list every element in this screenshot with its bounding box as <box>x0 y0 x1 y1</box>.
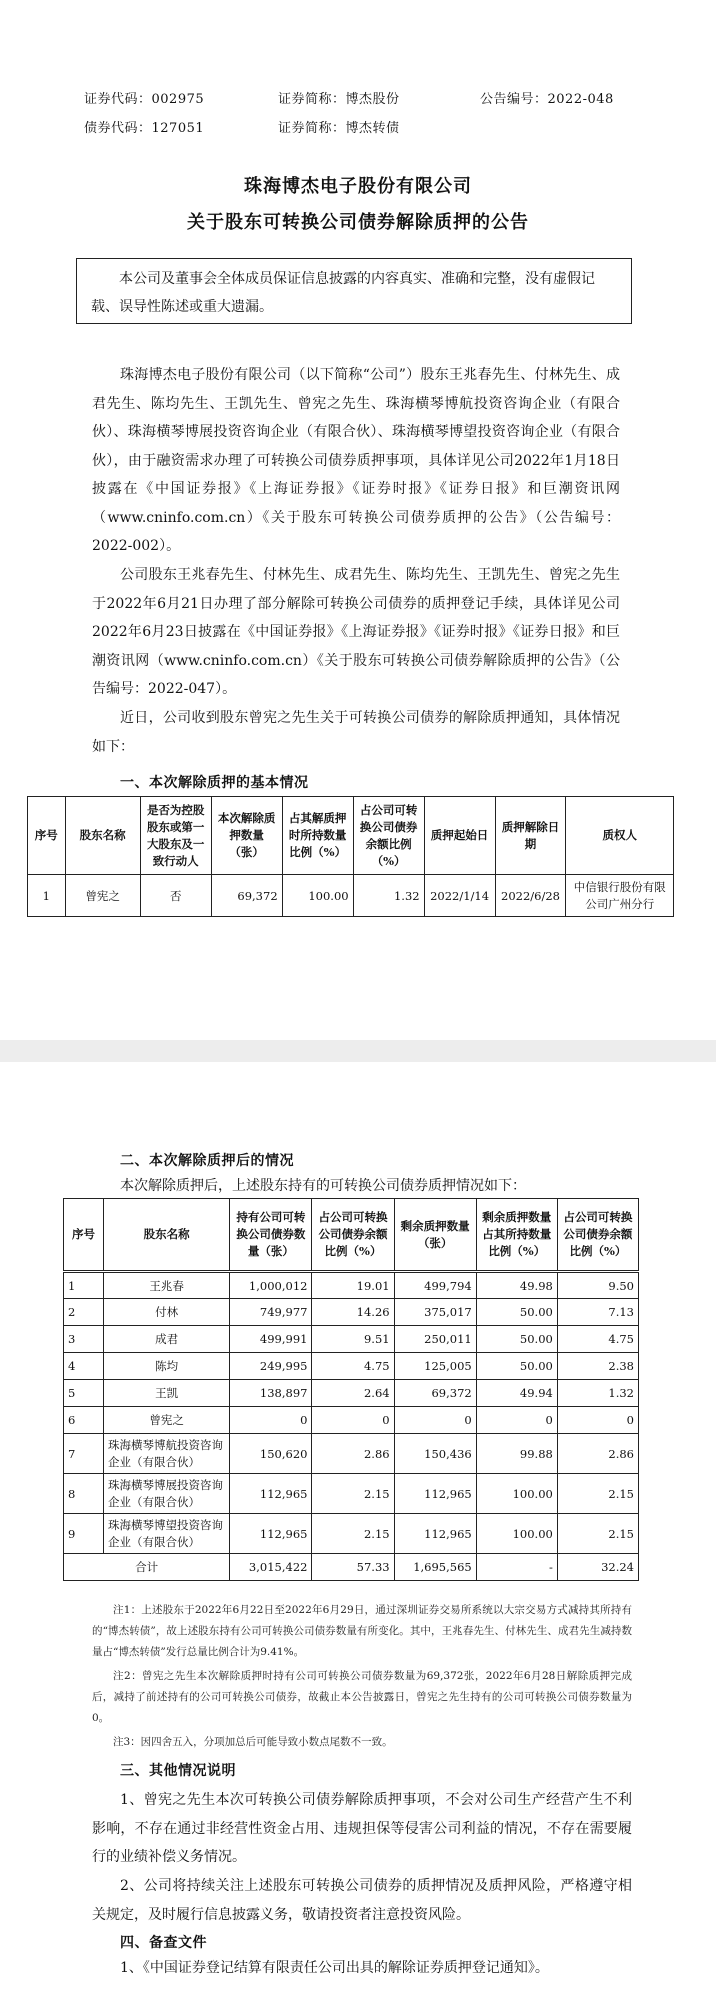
col-header-holding-ratio: 占其解质押时所持数量比例（%） <box>282 797 353 875</box>
table-row: 2 付林 749,977 14.26 375,017 50.00 7.13 <box>64 1299 639 1326</box>
intro-paragraph-3: 近日，公司收到股东曾宪之先生关于可转换公司债券的解除质押通知，具体情况如下： <box>92 710 620 755</box>
bond-abbreviation: 证券简称：博杰转债 <box>278 121 400 136</box>
company-title: 珠海博杰电子股份有限公司 <box>244 176 472 197</box>
table-header-row <box>28 797 674 875</box>
pledgee-cell: 中信银行股份有限公司广州分行 <box>566 875 674 917</box>
footnote-2: 注2：曾宪之先生本次解除质押时持有公司可转换公司债券数量为69,372张，2022年6月28日解除质押完成后，减持了前述持有的公司可转换公司债券，故截止本公告披露日，曾宪之先生持有的公司可转换公司债券数量为0。 <box>92 1670 632 1724</box>
table-total-row: 合计 3,015,422 57.33 1,695,565 - 32.24 <box>64 1554 639 1581</box>
footnote-3: 注3：因四舍五入，分项加总后可能导致小数点尾数不一致。 <box>113 1736 393 1748</box>
section-4-title: 四、备查文件 <box>120 1935 207 1951</box>
bond-code: 债券代码：127051 <box>84 121 205 136</box>
footnote-1: 注1：上述股东于2022年6月22日至2022年6月29日，通过深圳证券交易所系统以大宗交易方式减持其所持有的“博杰转债”，故上述股东持有公司可转换公司债券数量有所变化。其中，王兆春先生、付林先生、成君先生减持数量占“博杰转债”发行总量比例合计为9.41%。 <box>92 1604 632 1658</box>
section-2-intro: 本次解除质押后，上述股东持有的可转换公司债券质押情况如下： <box>120 1178 526 1194</box>
table-row: 9 珠海横琴博望投资咨询企业（有限合伙） 112,965 2.15 112,965 100.00 2.15 <box>64 1514 639 1554</box>
col-header-release-qty: 本次解除质押数量（张） <box>211 797 282 875</box>
page-divider <box>0 1040 716 1062</box>
table-row: 4 陈均 249,995 4.75 125,005 50.00 2.38 <box>64 1353 639 1380</box>
col-header-bond-ratio: 占公司可转换公司债券余额比例（%） <box>353 797 424 875</box>
table-row: 7 珠海横琴博航投资咨询企业（有限合伙） 150,620 2.86 150,436 99.88 2.86 <box>64 1434 639 1474</box>
col-header-start-date: 质押起始日 <box>424 797 495 875</box>
col-header-release-date: 质押解除日期 <box>495 797 566 875</box>
section-1-title: 一、本次解除质押的基本情况 <box>120 775 309 791</box>
col-header-no: 序号 <box>28 797 66 875</box>
section-3-title: 三、其他情况说明 <box>120 1763 236 1779</box>
board-guarantee-notice: 本公司及董事会全体成员保证信息披露的内容真实、准确和完整，没有虚假记载、误导性陈述或重大遗漏。 <box>76 258 632 324</box>
stock-abbreviation: 证券简称：博杰股份 <box>278 92 400 107</box>
col-header-pledgee: 质权人 <box>566 797 674 875</box>
section-2-title: 二、本次解除质押后的情况 <box>120 1153 294 1169</box>
table-row: 5 王凯 138,897 2.64 69,372 49.94 1.32 <box>64 1380 639 1407</box>
table-row: 6 曾宪之 0 0 0 0 0 <box>64 1407 639 1434</box>
table-row: 1 曾宪之 否 69,372 100.00 1.32 2022/1/14 2022/6/28 中信银行股份有限公司广州分行 <box>28 875 674 917</box>
release-pledge-table <box>27 796 674 917</box>
table-row: 3 成君 499,991 9.51 250,011 50.00 4.75 <box>64 1326 639 1353</box>
section-3-paragraph-1: 1、曾宪之先生本次可转换公司债券解除质押事项，不会对公司生产经营产生不利影响，不存在通过非经营性资金占用、违规担保等侵害公司利益的情况，不存在需要履行的业绩补偿义务情况。 <box>92 1792 632 1865</box>
intro-paragraph-1: 珠海博杰电子股份有限公司（以下简称“公司”）股东王兆春先生、付林先生、成君先生、陈均先生、王凯先生、曾宪之先生、珠海横琴博航投资咨询企业（有限合伙）、珠海横琴博展投资咨询企业（有限合伙）、珠海横琴博望投资咨询企业（有限合伙），由于融资需求办理了可转换公司债券质押事项，具体详见公司2022年1月18日披露在《中国证券报》《上海证券报》《证券时报》《证券日报》和巨潮资讯网（www.cninfo.com.cn）《关于股东可转换公司债券质押的公告》（公告编号：2022-002）。 <box>92 367 620 554</box>
post-release-table <box>63 1198 639 1581</box>
section-3-paragraph-2: 2、公司将持续关注上述股东可转换公司债券的质押情况及质押风险，严格遵守相关规定，及时履行信息披露义务，敬请投资者注意投资风险。 <box>92 1878 632 1923</box>
announcement-number: 公告编号：2022-048 <box>480 92 614 107</box>
col-header-controlling: 是否为控股股东或第一大股东及一致行动人 <box>140 797 211 875</box>
stock-code: 证券代码：002975 <box>84 92 205 107</box>
document-page-2 <box>0 1062 716 1994</box>
table-header-row: 序号 股东名称 持有公司可转换公司债券数量（张） 占公司可转换公司债券余额比例（%） 剩余质押数量（张） 剩余质押数量占其所持数量比例（%） 占公司可转换公司债券余额比例（%） <box>64 1199 639 1272</box>
table-row: 1 王兆春 1,000,012 19.01 499,794 49.98 9.50 <box>64 1272 639 1299</box>
announcement-title: 关于股东可转换公司债券解除质押的公告 <box>187 212 529 233</box>
col-header-holder: 股东名称 <box>65 797 140 875</box>
reference-document-1: 1、《中国证券登记结算有限责任公司出具的解除证券质押登记通知》。 <box>120 1960 549 1976</box>
table-row: 8 珠海横琴博展投资咨询企业（有限合伙） 112,965 2.15 112,965 100.00 2.15 <box>64 1474 639 1514</box>
intro-paragraph-2: 公司股东王兆春先生、付林先生、成君先生、陈均先生、王凯先生、曾宪之先生于2022年6月21日办理了部分解除可转换公司债券的质押登记手续，具体详见公司2022年6月23日披露在《中国证券报》《上海证券报》《证券时报》《证券日报》和巨潮资讯网（www.cninfo.com.cn）《关于股东可转换公司债券解除质押的公告》（公告编号：2022-047）。 <box>92 567 620 697</box>
